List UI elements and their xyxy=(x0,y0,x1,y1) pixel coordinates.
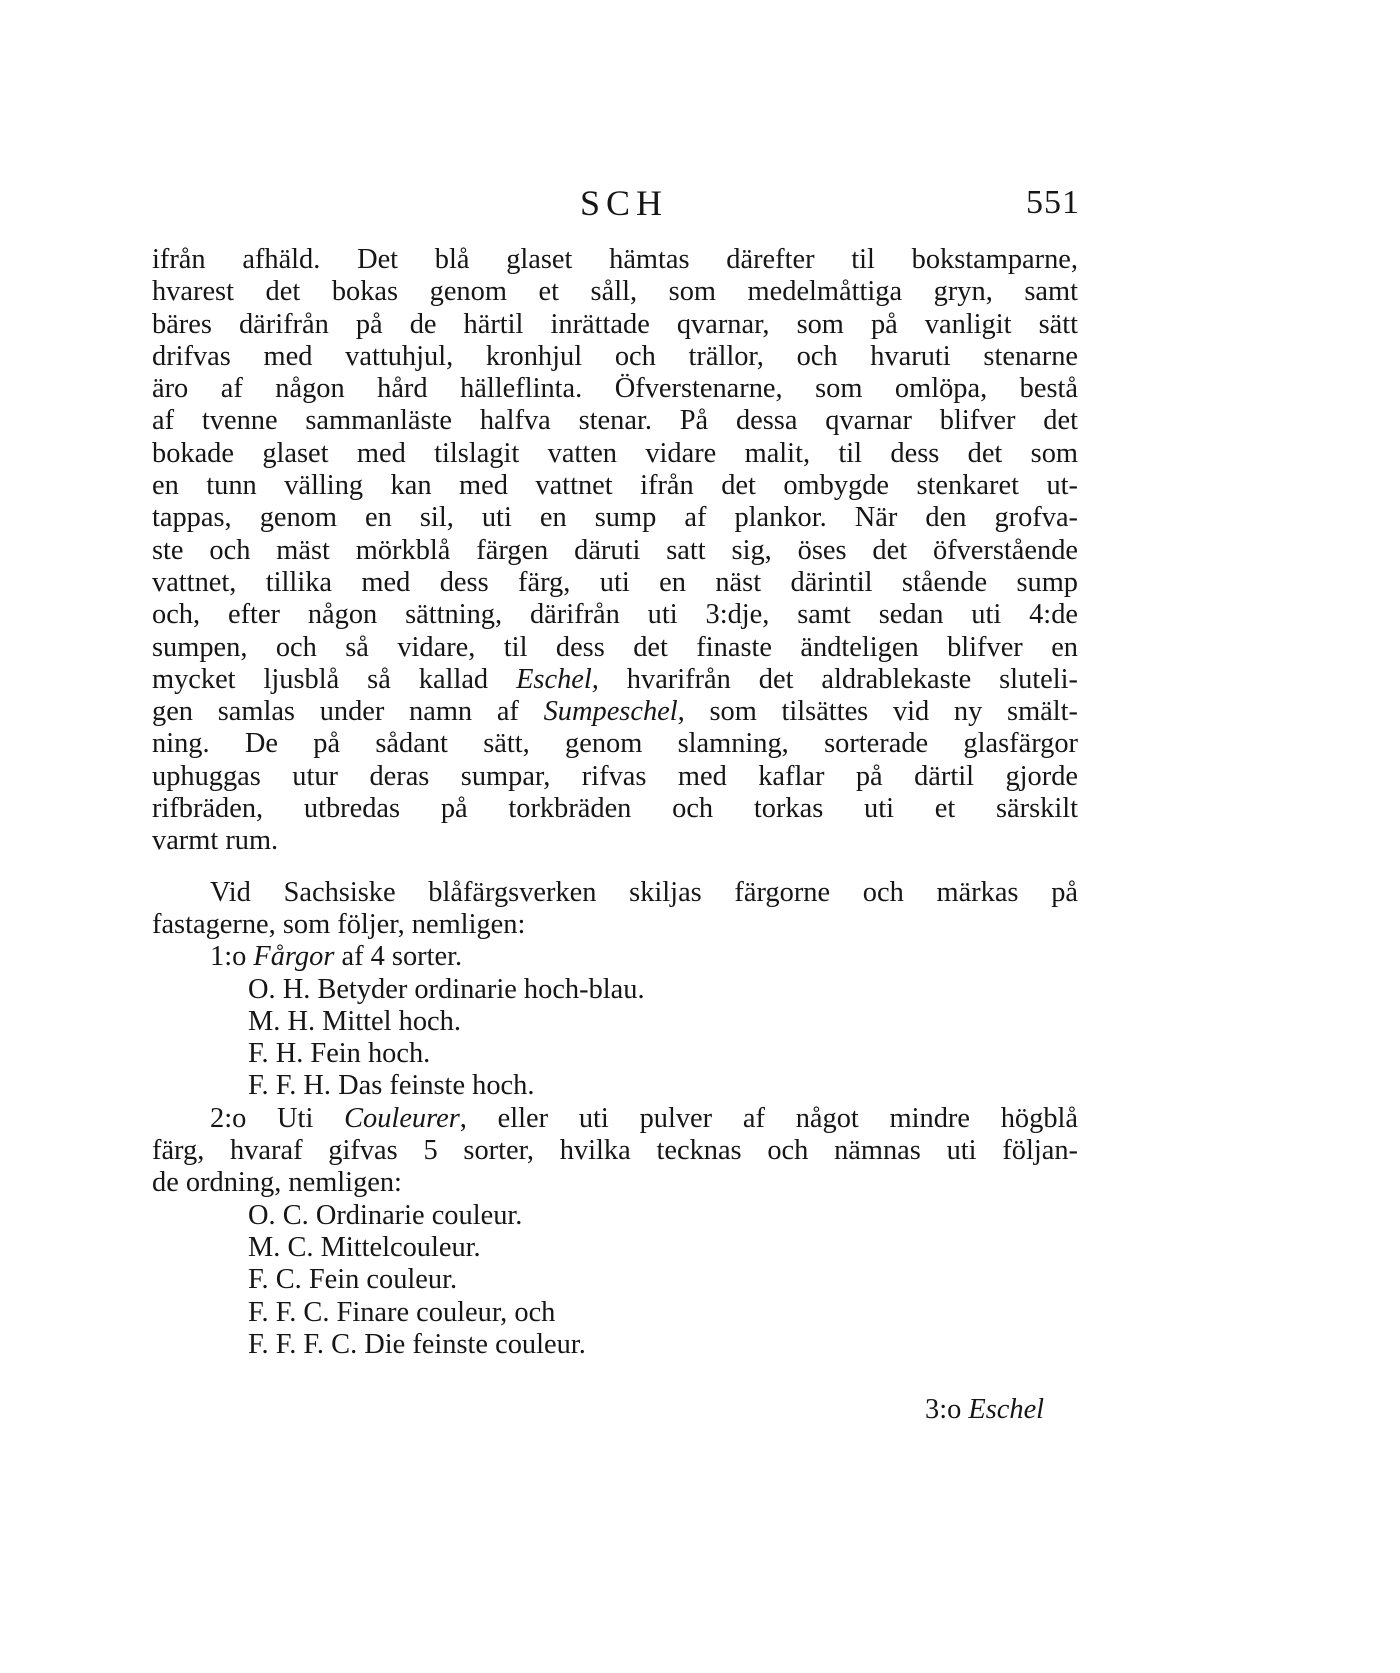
text-line: ifrån afhäld. Det blå glaset hämtas därefter til bokstamparne, xyxy=(152,244,1078,275)
list-item: F. H. Fein hoch. xyxy=(248,1038,431,1070)
text-run: gen samlas under namn af xyxy=(152,696,544,728)
text-line: rifbräden, utbredas på torkbräden och torkas uti et särskilt xyxy=(152,793,1078,825)
paragraph-gap xyxy=(152,858,1078,877)
text-line: drifvas med vattuhjul, kronhjul och trällor, och hvaruti stenarne xyxy=(152,340,1078,372)
text-line: varmt rum. xyxy=(152,825,279,857)
text-line: bokade glaset med tilslagit vatten vidare malit, til dess det som xyxy=(152,437,1078,469)
list-item: F. F. H. Das feinste hoch. xyxy=(248,1070,535,1102)
section-heading xyxy=(152,1103,1078,1135)
section-heading xyxy=(152,941,1078,973)
running-head: SCH xyxy=(580,183,669,223)
text-line: uphuggas utur deras sumpar, rifvas med kaflar på därtil gjorde xyxy=(152,760,1078,792)
text-line: hvarest det bokas genom et såll, som medelmåttiga gryn, samt xyxy=(152,276,1078,308)
text-line: tappas, genom en sil, uti en sump af plankor. När den grofva- xyxy=(152,502,1078,534)
italic-term: Couleurer xyxy=(344,1102,460,1134)
text-line: af tvenne sammanläste halfva stenar. På dessa qvarnar blifver det xyxy=(152,405,1078,437)
italic-term: Eschel xyxy=(968,1394,1045,1425)
text-run: mycket ljusblå så kallad xyxy=(152,663,517,695)
list-item: M. C. Mittelcouleur. xyxy=(248,1231,481,1263)
italic-term: Eschel, xyxy=(516,663,599,695)
text-line: Vid Sachsiske blåfärgsverken skiljas färgorne och märkas på xyxy=(210,876,1078,908)
list-item: F. F. F. C. Die feinste couleur. xyxy=(248,1328,586,1360)
list-item: O. C. Ordinarie couleur. xyxy=(248,1199,523,1231)
text-run: , eller uti pulver af något mindre högblå xyxy=(459,1102,1078,1134)
text-line: och, efter någon sättning, därifrån uti 3:dje, samt sedan uti 4:de xyxy=(152,599,1078,631)
text-line: färg, hvaraf gifvas 5 sorter, hvilka tecknas och nämnas uti följan- xyxy=(152,1135,1078,1167)
text-line: sumpen, och så vidare, til dess det finaste ändteligen blifver en xyxy=(152,631,1078,663)
text-line: ning. De på sådant sätt, genom slamning, sorterade glasfärgor xyxy=(152,728,1078,760)
text-line: fastagerne, som följer, nemligen: xyxy=(152,908,526,940)
text-run: hvarifrån det aldrablekaste sluteli- xyxy=(598,663,1078,695)
page-header xyxy=(150,182,1080,232)
italic-term: Fårgor xyxy=(253,941,335,973)
italic-term: Sumpeschel, xyxy=(543,696,685,728)
list-item: F. F. C. Finare couleur, och xyxy=(248,1296,556,1328)
section-number: 2:o Uti xyxy=(210,1102,345,1134)
text-line: de ordning, nemligen: xyxy=(152,1167,402,1199)
text-line xyxy=(152,664,1078,696)
text-line: en tunn välling kan med vattnet ifrån det ombygde stenkaret ut- xyxy=(152,470,1078,502)
text-run: som tilsättes vid ny smält- xyxy=(684,696,1078,728)
body-text xyxy=(152,244,1078,1361)
list-item: F. C. Fein couleur. xyxy=(248,1264,458,1296)
section-number: 3:o xyxy=(925,1394,969,1425)
catchword xyxy=(925,1394,1044,1426)
text-line: bäres därifrån på de härtil inrättade qvarnar, som på vanligit sätt xyxy=(152,308,1078,340)
text-run: af 4 sorter. xyxy=(334,941,463,973)
page-number: 551 xyxy=(1026,184,1080,221)
text-line: vattnet, tillika med dess färg, uti en näst därintil stående sump xyxy=(152,566,1078,598)
text-line: ste och mäst mörkblå färgen däruti satt sig, öses det öfverstående xyxy=(152,534,1078,566)
text-line xyxy=(152,696,1078,728)
list-item: O. H. Betyder ordinarie hoch-blau. xyxy=(248,973,645,1005)
section-number: 1:o xyxy=(210,941,254,973)
list-item: M. H. Mittel hoch. xyxy=(248,1005,461,1037)
text-line: äro af någon hård hälleflinta. Öfverstenarne, som omlöpa, bestå xyxy=(152,373,1078,405)
